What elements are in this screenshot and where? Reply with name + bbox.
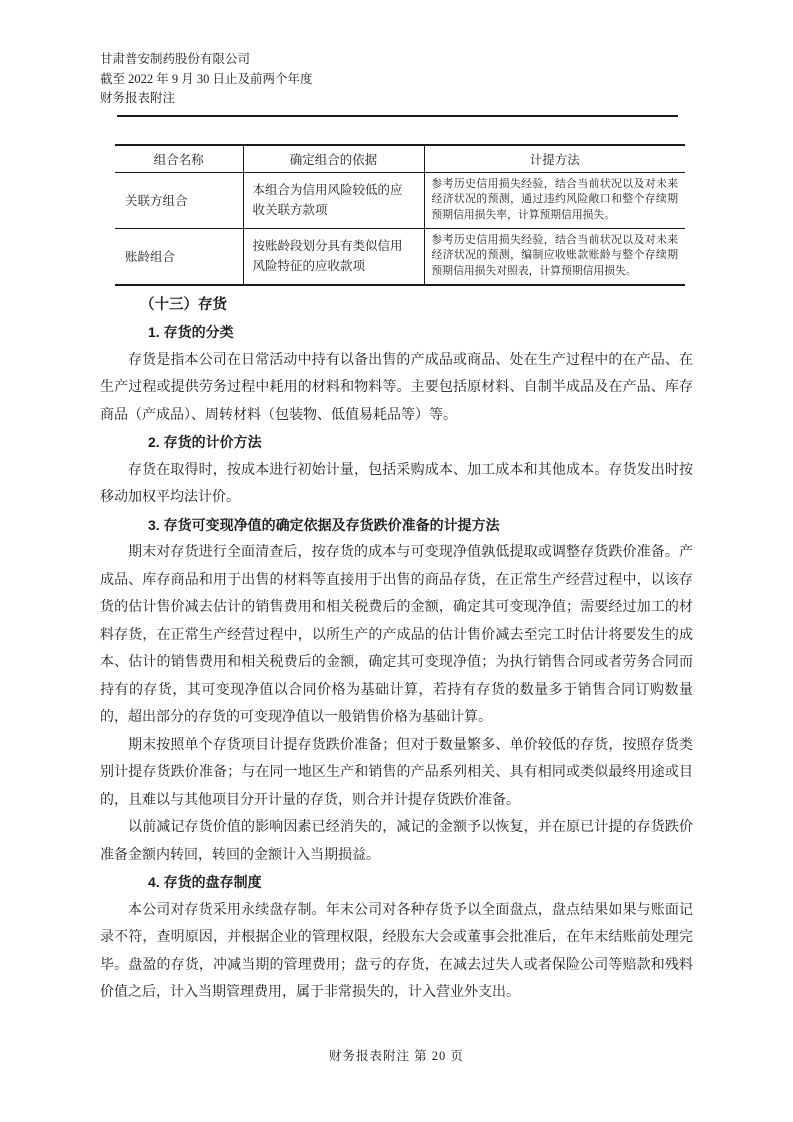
paragraph-provision-by-item: 期末按照单个存货项目计提存货跌价准备；但对于数量繁多、单价较低的存货，按照存货类别计提存货跌价准备；与在同一地区生产和销售的产品系列相关、具有相同或类似最终用途或目的，且难以与其他项目分开计量的存货，则合并计提存货跌价准备。 <box>100 737 693 808</box>
paragraph-nrv-determination: 期末对存货进行全面清查后，按存货的成本与可变现净值孰低提取或调整存货跌价准备。产成品、库存商品和用于出售的材料等直接用于出售的商品存货，在正常生产经营过程中，以该存货的估计售价减去估计的销售费用和相关税费后的金额，确定其可变现净值；需要经过加工的材料存货，在正常生产经营过程中，以所生产的产成品的估计售价减去至完工时估计将要发生的成本、估计的销售费用和相关税费后的金额，确定其可变现净值；为执行销售合同或者劳务合同而持有的存货，其可变现净值以合同价格为基础计算，若持有存货的数量多于销售合同订购数量的，超出部分的存货的可变现净值以一般销售价格为基础计算。 <box>100 545 693 726</box>
cell-combination-name: 账龄组合 <box>125 250 176 265</box>
table-row-related-party <box>115 172 685 228</box>
column-header-method: 计提方法 <box>424 145 685 173</box>
document-body <box>100 292 693 1007</box>
doc-title: 财务报表附注 <box>100 91 176 105</box>
heading-inventory-classification: 1. 存货的分类 <box>148 324 234 341</box>
paragraph-inventory-classification: 存货是指本公司在日常活动中持有以备出售的产成品或商品、处在生产过程中的在产品、在生产过程或提供劳务过程中耗用的材料和物料等。主要包括原材料、自制半成品及在产品、库存商品（产成品）、周转材料（包装物、低值易耗品等）等。 <box>100 352 693 423</box>
section-title-inventory: （十三）存货 <box>140 296 227 313</box>
heading-net-realizable-value: 3. 存货可变现净值的确定依据及存货跌价准备的计提方法 <box>148 516 500 533</box>
cell-method: 参考历史信用损失经验，结合当前状况以及对未来经济状况的预测，通过违约风险敞口和整个存续期预期信用损失率，计算预期信用损失。 <box>424 172 685 228</box>
cell-method: 参考历史信用损失经验，结合当前状况以及对未来经济状况的预测，编制应收账款账龄与整个存续期预期信用损失对照表，计算预期信用损失。 <box>424 228 685 285</box>
column-header-basis: 确定组合的依据 <box>243 145 424 173</box>
table-row-aging <box>115 228 685 285</box>
company-name: 甘肃普安制药股份有限公司 <box>100 52 251 66</box>
footer-page-label: 财务报表附注 第 20 页 <box>329 1049 464 1063</box>
heading-inventory-valuation: 2. 存货的计价方法 <box>148 434 262 451</box>
heading-inventory-system: 4. 存货的盘存制度 <box>148 874 262 891</box>
column-header-combination-name: 组合名称 <box>115 145 243 173</box>
cell-combination-name: 关联方组合 <box>115 172 243 228</box>
header-divider <box>117 115 678 117</box>
cell-basis: 本组合为信用风险较低的应收关联方款项 <box>243 172 424 228</box>
page-footer <box>0 1046 793 1064</box>
paragraph-provision-reversal: 以前减记存货价值的影响因素已经消失的，减记的金额予以恢复，并在原已计提的存货跌价准备金额内转回，转回的金额计入当期损益。 <box>100 820 693 863</box>
report-period: 截至 2022 年 9 月 30 日止及前两个年度 <box>100 71 313 86</box>
table-header-row <box>115 145 685 173</box>
paragraph-inventory-valuation: 存货在取得时，按成本进行初始计量，包括采购成本、加工成本和其他成本。存货发出时按移动加权平均法计价。 <box>100 462 693 506</box>
credit-loss-combination-table <box>115 144 685 286</box>
cell-basis: 按账龄段划分具有类似信用风险特征的应收款项 <box>243 228 424 285</box>
page-header <box>0 0 793 109</box>
paragraph-inventory-system: 本公司对存货采用永续盘存制。年末公司对各种存货予以全面盘点，盘点结果如果与账面记录不符，查明原因，并根据企业的管理权限，经股东大会或董事会批准后，在年末结账前处理完毕。盘盈的存货，冲减当期的管理费用；盘亏的存货，在减去过失人或者保险公司等赔款和残料价值之后，计入当期管理费用，属于非常损失的，计入营业外支出。 <box>100 902 693 1001</box>
